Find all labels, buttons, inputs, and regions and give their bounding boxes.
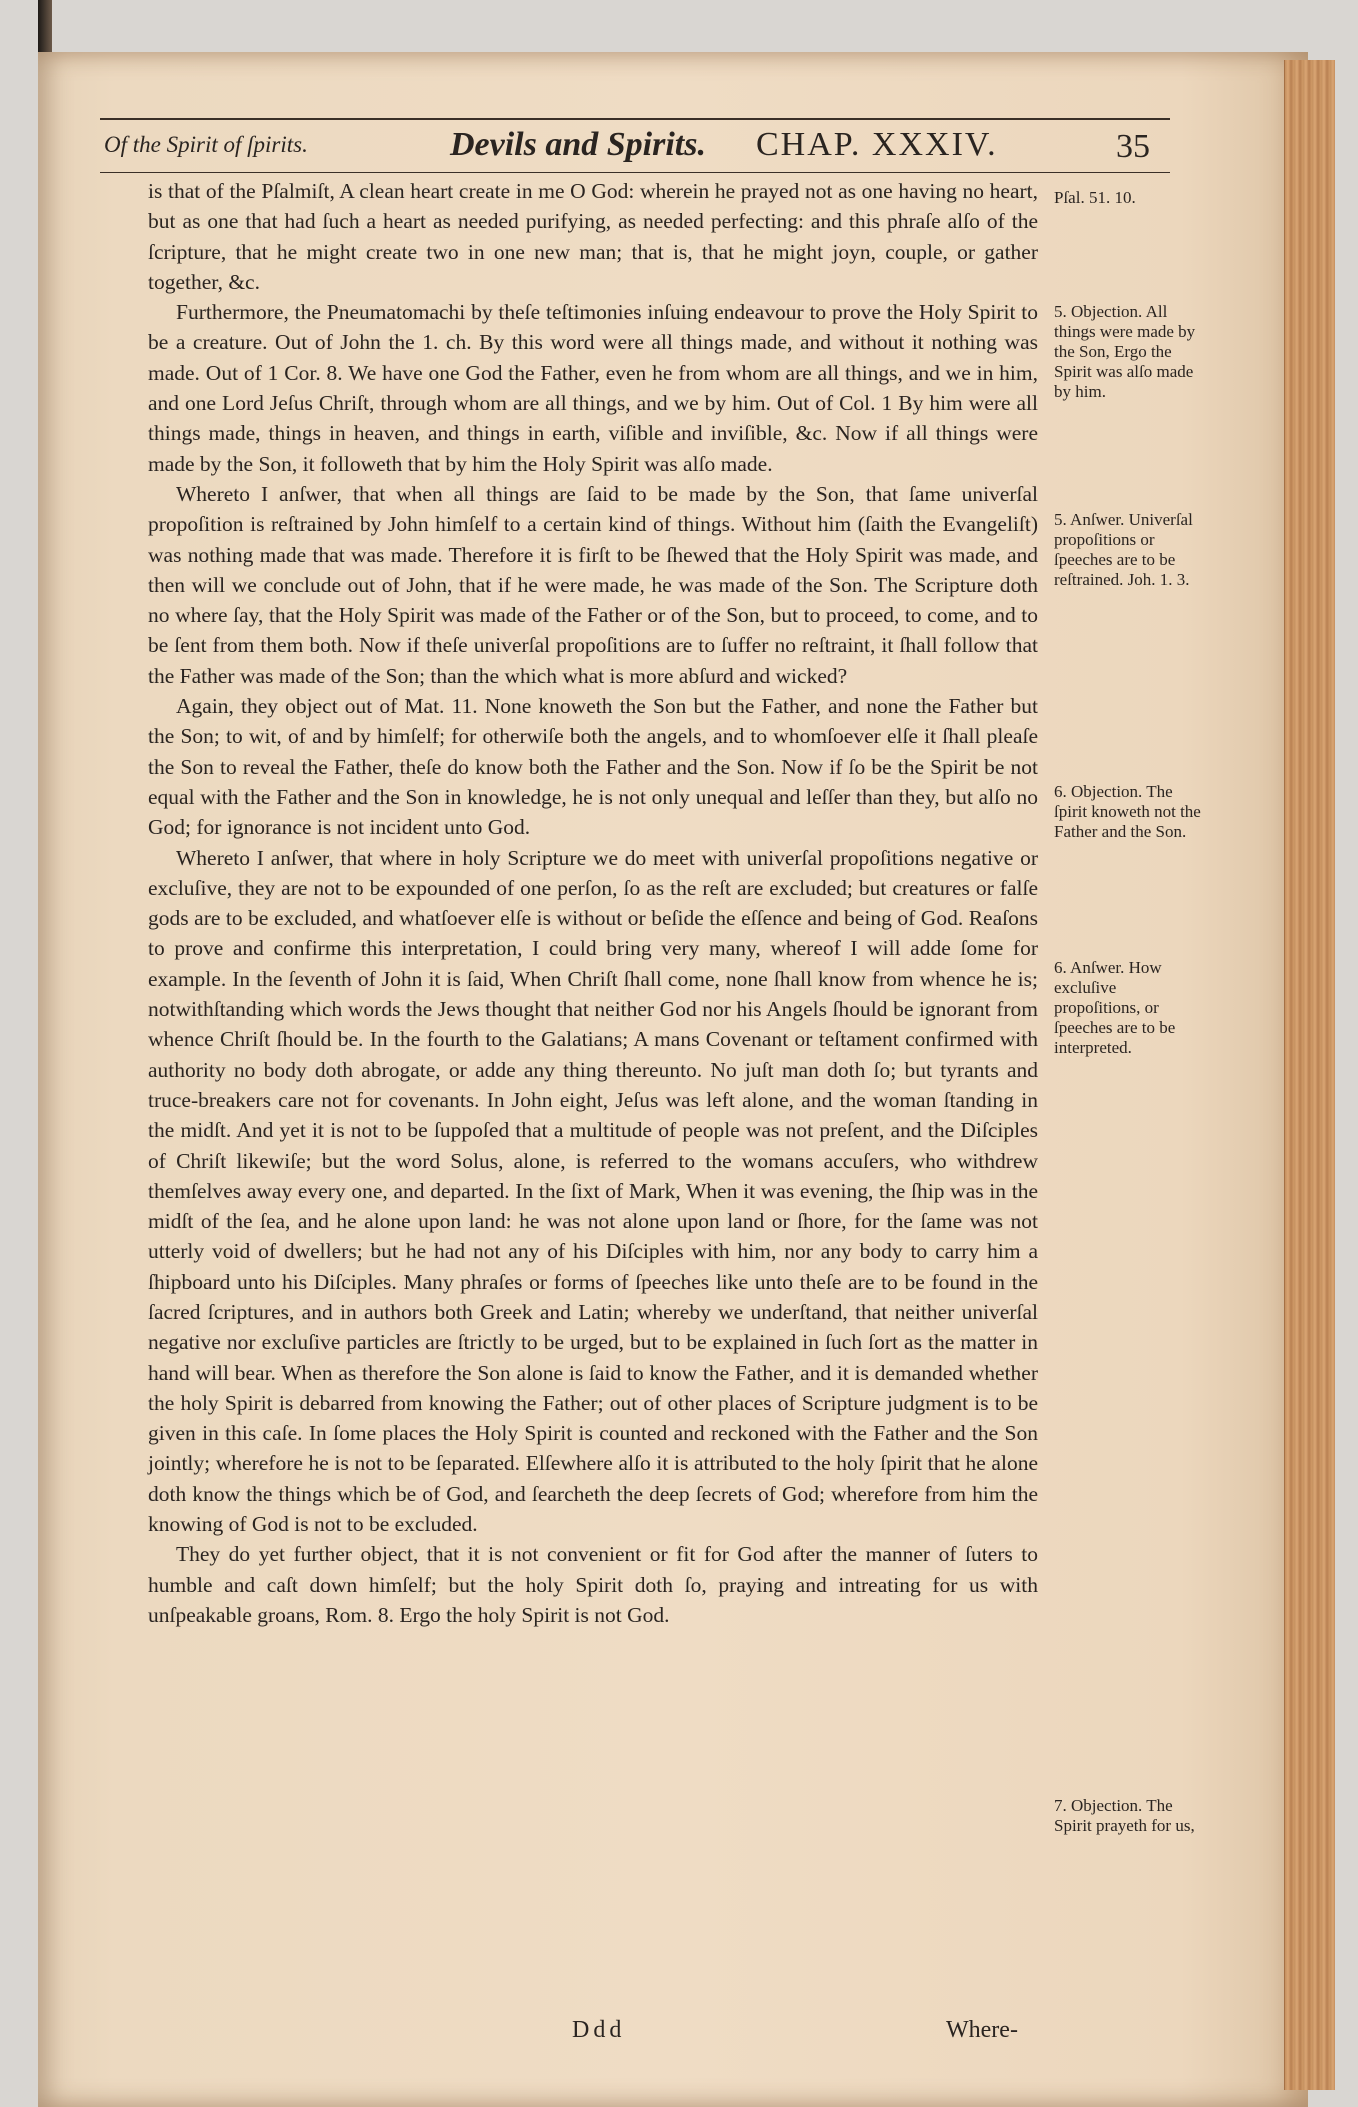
catchword: Where- [946,2017,1018,2043]
margin-note-objection-5: 5. Objection. All things were made by the Son, Ergo the Spirit was alſo made by him. [1054,302,1196,401]
header-left-title: Of the Spirit of ſpirits. [104,132,308,157]
page-number: 35 [1116,128,1150,165]
margin-note-answer-6: 6. Anſwer. How excluſive propoſitions, or ſpeeches are to be interpreted. [1054,958,1176,1057]
margin-note-objection-6: 6. Objection. The ſpirit knoweth not the Father and the Son. [1054,782,1201,841]
paragraph-3: Whereto I anſwer, that when all things are ſaid to be made by the Son, that ſame univerſal propoſition is reſtrained by John himſelf to a certain kind of things. Without him (ſaith the Evangeliſt) was nothing made that was made. Therefore it is firſt to be ſhewed that the Holy Spirit was made, and then will we conclude out of John, that if he were made, he was made of the Son. The Scripture doth no where ſay, that the Holy Spirit was made of the Father or of the Son, but to proceed, to come, and to be ſent from them both. Now if theſe univerſal propoſitions are to ſuffer no reſtraint, it ſhall follow that the Father was made of the Son; than the which what is more abſurd and wicked? [148,481,1038,688]
header-chapter: CHAP. XXXIV. [756,126,998,163]
paragraph-2: Furthermore, the Pneumatomachi by theſe teſtimonies inſuing endeavour to prove the Holy Spirit to be a creature. Out of John the 1. ch. By this word were all things made, and without it nothing was made. Out of 1 Cor. 8. We have one God the Father, even he from whom are all things, and we in him, and one Lord Jeſus Chriſt, through whom are all things, and we by him. Out of Col. 1 By him were all things made, things in heaven, and things in earth, viſible and inviſible, &c. Now if all things were made by the Son, it followeth that by him the Holy Spirit was alſo made. [148,300,1038,476]
paragraph-5: Whereto I anſwer, that where in holy Scripture we do meet with univerſal propoſitions negative or excluſive, they are not to be expounded of one perſon, ſo as the reſt are excluded; but creatures or falſe gods are to be excluded, and whatſoever elſe is without or beſide the eſſence and being of God. Reaſons to prove and confirme this interpretation, I could bring very many, whereof I will adde ſome for example. In the ſeventh of John it is ſaid, When Chriſt ſhall come, none ſhall know from whence he is; notwithſtanding which words the Jews thought that neither God nor his Angels ſhould be ignorant from whence Chriſt ſhould be. In the fourth to the Galatians; A mans Covenant or teſtament confirmed with authority no body doth abrogate, or adde any thing thereunto. No juſt man doth ſo; but tyrants and truce-breakers care not for covenants. In John eight, Jeſus was left alone, and the woman ſtanding in the midſt. And yet it is not to be ſuppoſed that a multitude of people was not preſent, and the Diſciples of Chriſt likewiſe; but the word Solus, alone, is referred to the womans accuſers, who withdrew themſelves away every one, and departed. In the ſixt of Mark, When it was evening, the ſhip was in the midſt of the ſea, and he alone upon land: he was not alone upon land or ſhore, for the ſame was not utterly void of dwellers; but he had not any of his Diſciples with him, nor any body to carry him a ſhipboard unto his Diſciples. Many phraſes or forms of ſpeeches like unto theſe are to be found in the ſacred ſcriptures, and in authors both Greek and Latin; whereby we underſtand, that neither univerſal negative nor excluſive particles are ſtrictly to be urged, but to be explained in ſuch ſort as the matter in hand will bear. When as therefore the Son alone is ſaid to know the Father, and it is demanded whether the holy Spirit is debarred from knowing the Father; out of other places of Scripture judgment is to be given in this caſe. In ſome places the Holy Spirit is counted and reckoned with the Father and the Son jointly; wherefore he is not to be ſeparated. Elſewhere alſo it is attributed to the holy ſpirit that he alone doth know the things which be of God, and ſearcheth the deep ſecrets of God; wherefore from him the knowing of God is not to be excluded. [148,845,1038,1537]
paragraph-1: is that of the Pſalmiſt, A clean heart create in me O God: wherein he prayed not as one having no heart, but as one that had ſuch a heart as needed purifying, as needed perfecting: and this phraſe alſo of the ſcripture, that he might create two in one new man; that is, that he might joyn, couple, or gather together, &c. [148,179,1038,294]
header-title: Devils and Spirits. [450,126,706,163]
paragraph-6: They do yet further object, that it is not convenient or fit for God after the manner of ſuters to humble and caſt down himſelf; but the holy Spirit doth ſo, praying and intreating for us with unſpeakable groans, Rom. 8. Ergo the holy Spirit is not God. [148,1542,1038,1627]
margin-note-objection-7: 7. Objection. The Spirit prayeth for us, [1054,1796,1195,1835]
main-text-column [148,176,1038,1630]
paragraph-4: Again, they object out of Mat. 11. None knoweth the Son but the Father, and none the Father but the Son; to wit, of and by himſelf; for otherwiſe both the angels, and to whomſoever elſe it ſhall pleaſe the Son to reveal the Father, theſe do know both the Father and the Son. Now if ſo be the Spirit be not equal with the Father and the Son in knowledge, he is not only unequal and leſſer than they, but alſo no God; for ignorance is not incident unto God. [148,694,1038,840]
running-header [100,120,1170,176]
page-edges [1284,60,1335,2090]
header-rule-bottom [100,172,1170,173]
signature-mark: Ddd [572,2017,626,2043]
margin-note-answer-5: 5. Anſwer. Univerſal propoſitions or ſpeeches are to be reſtrained. Joh. 1. 3. [1054,510,1193,589]
margin-note-psalm: Pſal. 51. 10. [1054,188,1136,207]
